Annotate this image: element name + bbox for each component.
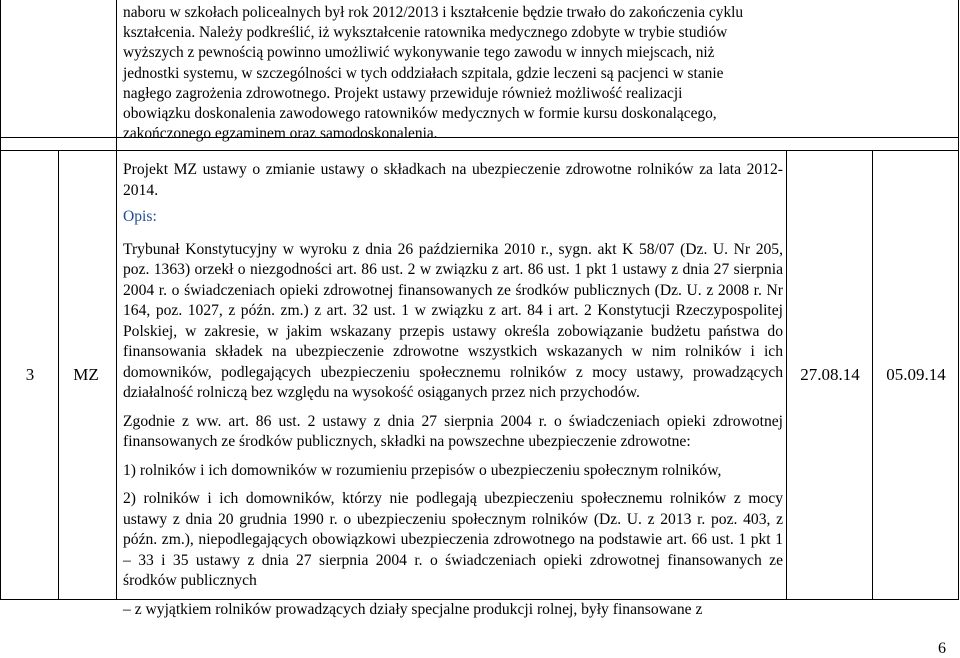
row-number: 3 — [25, 365, 35, 384]
list-item-1: 1) rolników i ich domowników w rozumieniu przepisów o ubezpieczeniu społecznym rolników, — [123, 461, 722, 479]
text-line: jednostki systemu, w szczególności w tych oddziałach szpitala, gdzie leczeni są pacjenci w stanie — [123, 64, 724, 82]
paragraph-tk-ruling: Trybunał Konstytucyjny w wyroku z dnia 26 października 2010 r., sygn. akt K 58/07 (Dz. U. Nr 205, poz. 1363) orzekł o niezgodności art. 86 ust. 2 w związku z art. 86 ust. 1 pkt 1 ustawy z dnia 27 sierpnia 2004 r. o świadczeniach opieki zdrowotnej finansowanych ze środków publicznych (Dz. U. z 2008 r. Nr 164, poz. 1027, z późn. zm.) z art. 32 ust. 1 w związku z art. 84 i art. 2 Konstytucji Rzeczypospolitej Polskiej, w zakresie, w jakim wskazany przepis ustawy określa zobowiązanie budżetu państwa do finansowania składek na ubezpieczenie zdrowotne wszystkich wskazanych w nim rolników i ich domowników, podlegających ubezpieczeniu społecznemu rolników z mocy ustawy, prowadzących działalność rolniczą bez względu na wysokość osiąganych przez nich przychodów. — [123, 240, 783, 401]
table-border-col-a — [58, 150, 59, 600]
page-number: 6 — [938, 640, 946, 657]
row-organ: MZ — [73, 365, 99, 384]
text-line: wyższych z pewnością powinno umożliwić wykonywanie tego zawodu w innych miejscach, niż — [123, 44, 715, 62]
table-border-right — [958, 0, 959, 600]
text-line: nagłego zagrożenia zdrowotnego. Projekt ustawy przewiduje również możliwość realizacji — [123, 84, 683, 102]
paragraph-art86: Zgodnie z ww. art. 86 ust. 2 ustawy z dnia 27 sierpnia 2004 r. o świadczeniach opieki zdrowotnej finansowanych ze środków publicznych, składki na powszechne ubezpieczenie zdrowotne: — [123, 412, 783, 450]
date-deadline: 05.09.14 — [886, 365, 946, 384]
continuation-text — [123, 3, 783, 144]
table-row-separator-bottom — [0, 150, 959, 151]
list-item-2: 2) rolników i ich domowników, którzy nie podlegają ubezpieczeniu społecznemu rolników z mocy ustawy z dnia 20 grudnia 1990 r. o ubezpieczeniu społecznym rolników (Dz. U. z 2013 r. poz. 403, z późn. zm.), niepodlegających obowiązkowi ubezpieczenia zdrowotnego na podstawie art. 66 ust. 1 pkt 1 – 33 i 35 ustawy z dnia 27 sierpnia 2004 r. o świadczeniach opieki zdrowotnej finansowanych ze środków publicznych — [123, 490, 783, 589]
row-description — [123, 160, 783, 620]
text-line: naboru w szkołach policealnych był rok 2012/2013 i kształcenie będzie trwało do zakończenia cyklu — [123, 4, 744, 21]
table-border-col1 — [116, 0, 117, 600]
text-line: zakończonego egzaminem oraz samodoskonalenia. — [123, 125, 438, 143]
text-line: kształcenia. Należy podkreślić, iż wykształcenie ratownika medycznego zdobyte w trybie studiów — [123, 24, 728, 42]
opis-label: Opis: — [123, 208, 157, 225]
list-item-3: – z wyjątkiem rolników prowadzących działy specjalne produkcji rolnej, były finansowane z — [123, 600, 703, 618]
table-border-left — [0, 0, 1, 600]
date-received: 27.08.14 — [800, 365, 860, 384]
project-title: Projekt MZ ustawy o zmianie ustawy o składkach na ubezpieczenie zdrowotne rolników za lata 2012-2014. — [123, 161, 783, 199]
text-line: obowiązku doskonalenia zawodowego ratowników medycznych w formie kursu doskonalącego, — [123, 105, 717, 123]
